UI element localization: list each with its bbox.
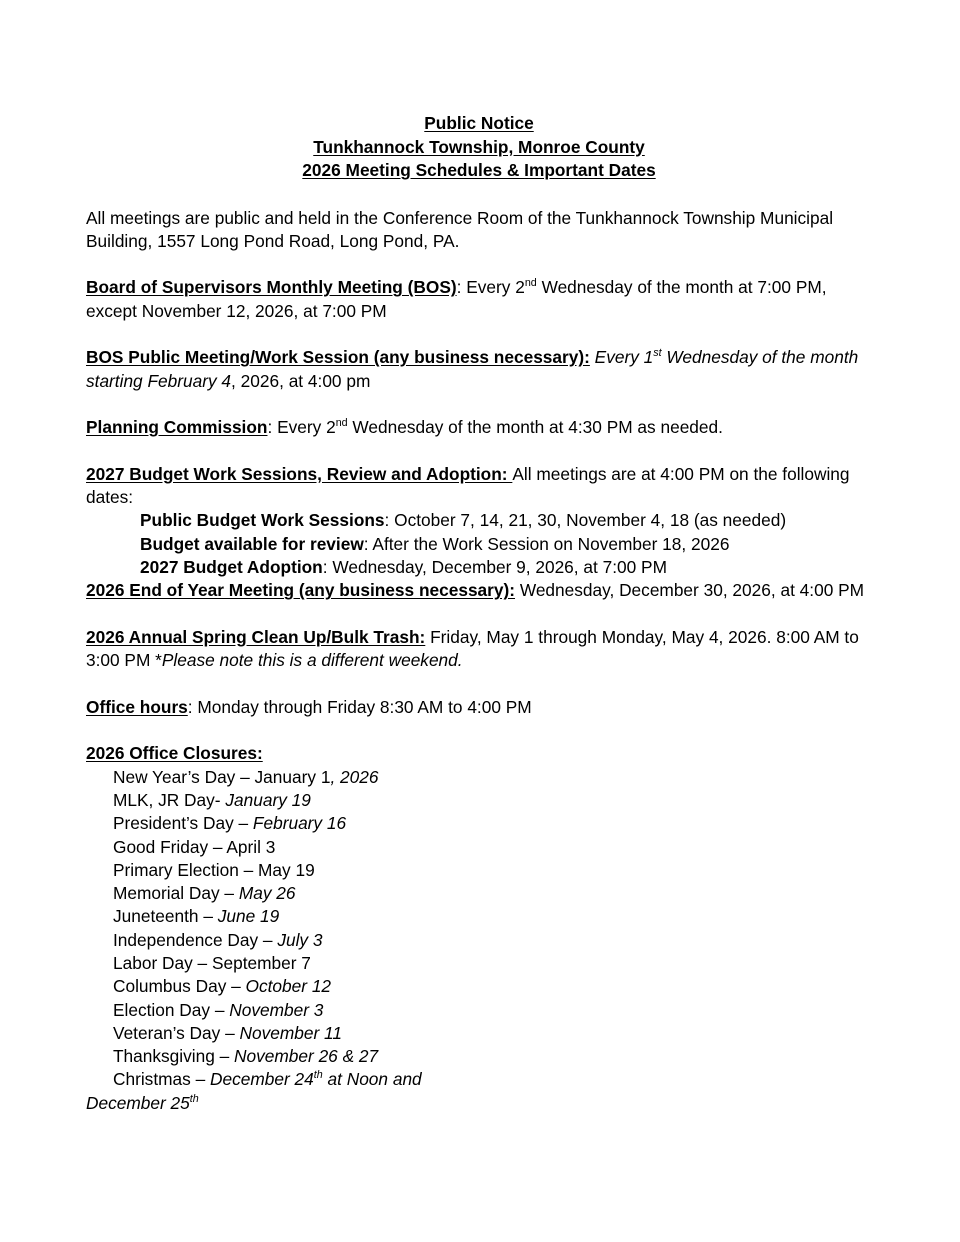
planning-commission-body-b: Wednesday of the month at 4:30 PM as needed. <box>347 417 723 438</box>
closure-name: Thanksgiving – <box>113 1046 235 1067</box>
title-line-3: 2026 Meeting Schedules & Important Dates <box>302 160 656 180</box>
closure-date: November 3 <box>229 999 324 1020</box>
closure-name: MLK, JR Day- <box>113 789 226 810</box>
closure-date: October 12 <box>245 976 332 997</box>
title-line-1: Public Notice <box>424 113 534 133</box>
document-body <box>86 112 872 1115</box>
closure-item <box>113 812 872 835</box>
closure-date: December 24 <box>210 1069 314 1090</box>
closure-item <box>113 1022 872 1045</box>
closures-heading: 2026 Office Closures: <box>86 743 263 764</box>
bos-monthly-heading: Board of Supervisors Monthly Meeting (BOS) <box>86 277 457 298</box>
spring-cleanup-heading: 2026 Annual Spring Clean Up/Bulk Trash: <box>86 626 426 647</box>
section-spring-cleanup <box>86 626 872 673</box>
closure-date: July 3 <box>277 929 323 950</box>
budget-item-label: Budget available for review <box>140 533 364 554</box>
planning-commission-ordinal: nd <box>335 417 348 430</box>
budget-item-value: : After the Work Session on November 18, 2026 <box>363 533 730 554</box>
closure-item <box>113 905 872 928</box>
closure-item <box>113 975 872 998</box>
section-closures-heading <box>86 742 872 765</box>
closures-list <box>86 766 872 1115</box>
closure-item <box>113 789 872 812</box>
closure-name: Columbus Day – <box>113 976 246 997</box>
closure-date: November 26 & 27 <box>234 1046 379 1067</box>
bos-work-session-heading: BOS Public Meeting/Work Session (any business necessary): <box>86 347 590 368</box>
closure-date: June 19 <box>217 906 280 927</box>
closure-item <box>113 929 872 952</box>
budget-item <box>140 509 872 532</box>
budget-heading: 2027 Budget Work Sessions, Review and Adoption: <box>86 463 513 484</box>
closure-date-suffix: at Noon and <box>322 1069 422 1090</box>
bos-work-session-body-c: , 2026, at 4:00 pm <box>231 370 371 391</box>
document-title-block <box>86 112 872 183</box>
section-planning-commission <box>86 416 872 439</box>
closure-item <box>113 952 872 975</box>
closure-date-ordinal: th <box>313 1069 323 1082</box>
closure-item <box>113 836 872 859</box>
closure-item <box>113 882 872 905</box>
closure-item-christmas <box>113 1068 872 1091</box>
section-end-of-year <box>86 579 872 602</box>
section-bos-monthly <box>86 276 872 323</box>
end-of-year-heading: 2026 End of Year Meeting (any business necessary): <box>86 580 516 601</box>
bos-monthly-body-b: Wednesday of the month at 7:00 PM, except November 12, 2026, at 7:00 PM <box>86 277 827 321</box>
closure-name: New Year’s Day – January 1 <box>113 766 331 787</box>
closure-date: November 11 <box>239 1022 342 1043</box>
spring-cleanup-body: Friday, May 1 through Monday, May 4, 2026. 8:00 AM to 3:00 PM * <box>86 626 859 671</box>
budget-item-list <box>86 509 872 579</box>
closure-date-continued-ordinal: th <box>189 1093 199 1106</box>
closure-name: Primary Election – May 19 <box>113 859 315 880</box>
title-line-2: Tunkhannock Township, Monroe County <box>313 136 645 157</box>
planning-commission-colon: : <box>267 417 273 438</box>
closure-name: Labor Day – September 7 <box>113 953 311 973</box>
closure-name: Good Friday – April 3 <box>113 836 276 857</box>
section-bos-work-session <box>86 346 872 393</box>
closure-date: January 19 <box>225 789 311 810</box>
office-hours-colon: : <box>187 696 193 717</box>
closure-date-continued: December 25 <box>86 1092 190 1113</box>
closure-item <box>113 766 872 789</box>
end-of-year-body: Wednesday, December 30, 2026, at 4:00 PM <box>515 580 865 601</box>
section-budget <box>86 463 872 510</box>
closure-item <box>113 859 872 882</box>
budget-item-label: 2027 Budget Adoption <box>140 556 323 577</box>
spring-cleanup-note: Please note this is a different weekend. <box>161 650 463 671</box>
planning-commission-heading: Planning Commission <box>86 417 268 438</box>
closure-name: Juneteenth – <box>113 906 218 927</box>
closure-date: May 26 <box>238 883 296 904</box>
bos-work-session-body-a: Every 1 <box>589 347 654 368</box>
closure-item <box>113 999 872 1022</box>
bos-monthly-body-a: Every 2 <box>461 277 525 298</box>
bos-monthly-ordinal: nd <box>524 277 537 290</box>
planning-commission-body-a: Every 2 <box>272 417 336 438</box>
closure-name: Election Day – <box>113 999 230 1020</box>
closure-date: February 16 <box>252 813 347 834</box>
budget-body: All meetings are at 4:00 PM on the following dates: <box>86 463 850 508</box>
closure-item <box>113 1045 872 1068</box>
bos-work-session-body-b: Wednesday of the month starting February 4 <box>86 347 859 391</box>
closure-item-christmas-continued <box>86 1092 872 1115</box>
closure-name: Memorial Day – <box>113 883 239 904</box>
budget-item-label: Public Budget Work Sessions <box>140 510 385 531</box>
budget-item <box>140 533 872 556</box>
office-hours-body: Monday through Friday 8:30 AM to 4:00 PM <box>192 696 532 717</box>
closure-date: , 2026 <box>330 766 379 787</box>
budget-item-value: : October 7, 14, 21, 30, November 4, 18 (as needed) <box>384 510 787 531</box>
closure-name: Independence Day – <box>113 929 278 950</box>
closure-name: Christmas – <box>113 1069 210 1090</box>
budget-item-value: : Wednesday, December 9, 2026, at 7:00 PM <box>322 556 667 577</box>
budget-item <box>140 556 872 579</box>
bos-work-session-ordinal: st <box>653 347 662 360</box>
closure-name: Veteran’s Day – <box>113 1022 240 1043</box>
bos-monthly-colon: : <box>456 277 462 298</box>
section-office-hours <box>86 696 872 719</box>
closure-name: President’s Day – <box>113 813 253 834</box>
intro-paragraph: All meetings are public and held in the Conference Room of the Tunkhannock Township Municipal Building, 1557 Long Pond Road, Long Pond, PA. <box>86 207 834 251</box>
office-hours-heading: Office hours <box>86 696 188 717</box>
